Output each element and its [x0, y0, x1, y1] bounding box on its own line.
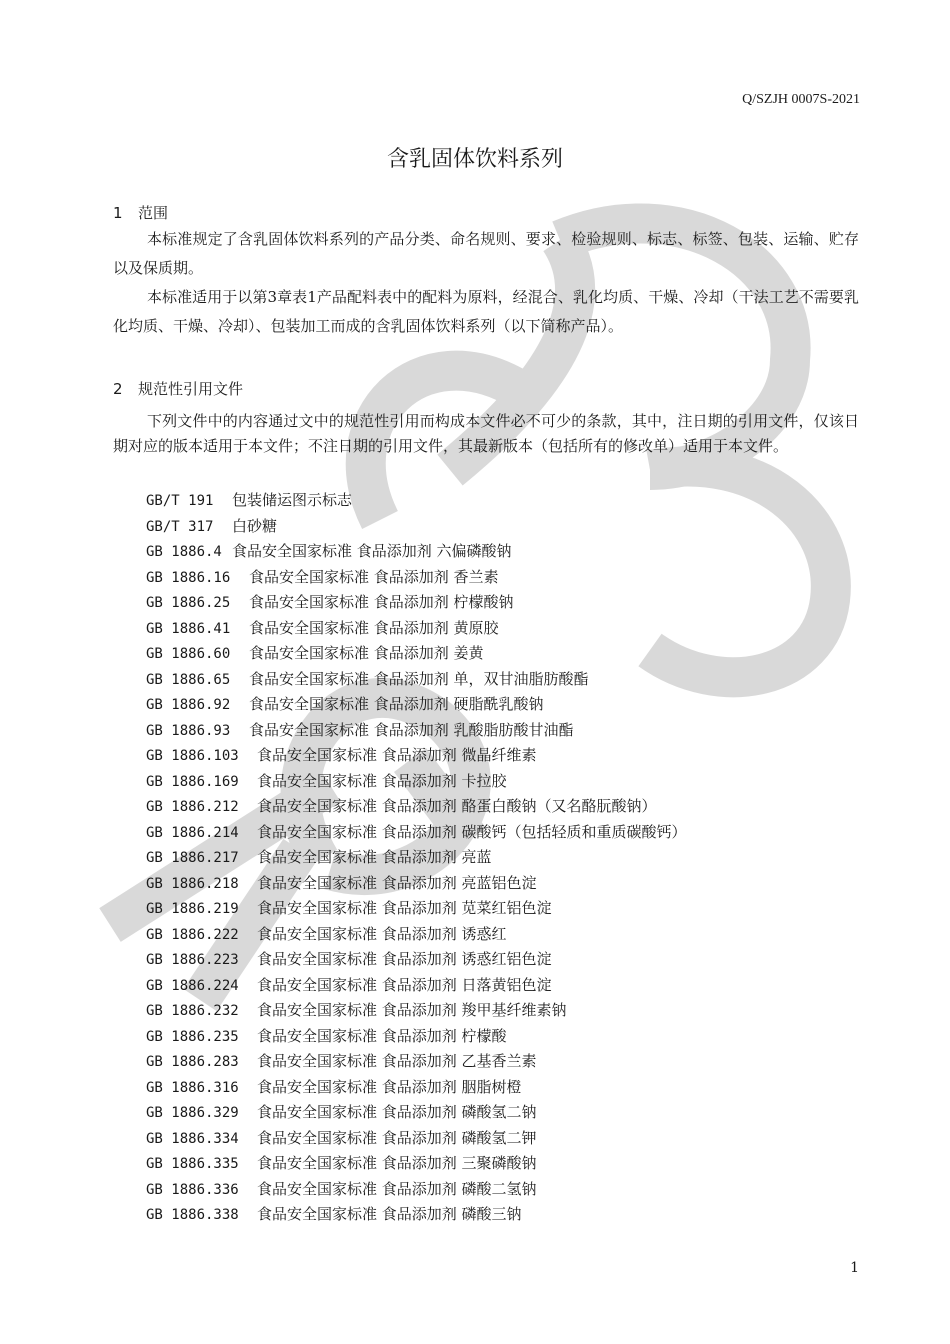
reference-code: GB 1886.218 [146, 875, 239, 892]
reference-item [146, 590, 687, 616]
reference-title: 食品安全国家标准 食品添加剂 柠檬酸 [257, 1026, 507, 1045]
reference-code: GB 1886.214 [146, 824, 239, 841]
reference-code: GB 1886.65 [146, 671, 231, 688]
reference-title: 食品安全国家标准 食品添加剂 诱惑红铝色淀 [257, 950, 552, 968]
reference-title: 食品安全国家标准 食品添加剂 乙基香兰素 [257, 1052, 537, 1070]
reference-item [146, 616, 687, 642]
reference-item [146, 922, 687, 948]
reference-title: 食品安全国家标准 食品添加剂 酪蛋白酸钠（又名酪朊酸钠） [257, 797, 657, 815]
reference-code: GB 1886.334 [146, 1130, 239, 1147]
reference-title: 食品安全国家标准 食品添加剂 磷酸三钠 [257, 1205, 522, 1223]
reference-code: GB 1886.212 [146, 799, 239, 815]
paragraph: 本标准适用于以第3章表1产品配料表中的配料为原料，经混合、乳化均质、干燥、冷却（干法工艺不需要乳化均质、干燥、冷却）、包装加工而成的含乳固体饮料系列（以下简称产品）。 [113, 288, 859, 335]
reference-title: 食品安全国家标准 食品添加剂 磷酸氢二钠 [257, 1103, 537, 1121]
reference-item [146, 1075, 687, 1101]
reference-item [146, 488, 687, 514]
section-number: 2 [113, 380, 123, 398]
reference-item [146, 820, 687, 846]
section-title: 规范性引用文件 [138, 380, 244, 398]
reference-title: 食品安全国家标准 食品添加剂 羧甲基纤维素钠 [257, 1001, 567, 1019]
reference-item [146, 1126, 687, 1152]
reference-title: 食品安全国家标准 食品添加剂 亮蓝铝色淀 [257, 873, 537, 892]
reference-title: 食品安全国家标准 食品添加剂 磷酸二氢钠 [257, 1179, 537, 1198]
reference-code: GB 1886.219 [146, 901, 239, 917]
document-code: Q/SZJH 0007S-2021 [742, 92, 860, 107]
reference-item [146, 845, 687, 871]
reference-item [146, 1151, 687, 1177]
reference-item [146, 692, 687, 718]
reference-list [146, 488, 687, 1228]
reference-code: GB/T 317 [146, 518, 214, 535]
reference-title: 包装储运图示标志 [232, 491, 353, 509]
reference-item [146, 1177, 687, 1203]
reference-item [146, 565, 687, 591]
reference-title: 食品安全国家标准 食品添加剂 微晶纤维素 [257, 746, 537, 764]
reference-code: GB/T 191 [146, 493, 214, 509]
reference-code: GB 1886.335 [146, 1156, 239, 1172]
reference-title: 食品安全国家标准 食品添加剂 姜黄 [249, 644, 484, 662]
reference-title: 食品安全国家标准 食品添加剂 六偏磷酸钠 [232, 542, 512, 560]
reference-item [146, 667, 687, 693]
reference-title: 白砂糖 [232, 516, 278, 535]
reference-title: 食品安全国家标准 食品添加剂 香兰素 [249, 567, 499, 586]
reference-code: GB 1886.232 [146, 1003, 239, 1019]
reference-code: GB 1886.336 [146, 1181, 239, 1198]
reference-code: GB 1886.222 [146, 926, 239, 943]
reference-item [146, 641, 687, 667]
reference-code: GB 1886.283 [146, 1054, 239, 1070]
reference-title: 食品安全国家标准 食品添加剂 亮蓝 [257, 848, 492, 866]
reference-code: GB 1886.316 [146, 1079, 239, 1096]
reference-code: GB 1886.217 [146, 850, 239, 866]
reference-item [146, 514, 687, 540]
section-1-heading [113, 202, 168, 223]
reference-code: GB 1886.338 [146, 1207, 239, 1223]
reference-code: GB 1886.103 [146, 748, 239, 764]
reference-item [146, 947, 687, 973]
reference-code: GB 1886.329 [146, 1105, 239, 1121]
reference-title: 食品安全国家标准 食品添加剂 卡拉胶 [257, 771, 507, 790]
reference-code: GB 1886.60 [146, 646, 231, 662]
section-2-heading [113, 378, 243, 399]
reference-item [146, 539, 687, 565]
reference-code: GB 1886.223 [146, 952, 239, 968]
reference-title: 食品安全国家标准 食品添加剂 苋菜红铝色淀 [257, 899, 552, 917]
reference-title: 食品安全国家标准 食品添加剂 乳酸脂肪酸甘油酯 [249, 720, 574, 739]
reference-code: GB 1886.41 [146, 620, 231, 637]
reference-code: GB 1886.16 [146, 569, 231, 586]
reference-code: GB 1886.235 [146, 1028, 239, 1045]
reference-item [146, 1100, 687, 1126]
reference-item [146, 743, 687, 769]
document-title: 含乳固体饮料系列 [386, 147, 563, 172]
section-title: 范围 [138, 204, 169, 222]
paragraph: 下列文件中的内容通过文中的规范性引用而构成本文件必不可少的条款，其中，注日期的引用文件，仅该日期对应的版本适用于本文件；不注日期的引用文件，其最新版本（包括所有的修改单）适用于本文件。 [113, 412, 859, 455]
page-number: 1 [850, 1260, 859, 1276]
reference-code: GB 1886.92 [146, 697, 231, 713]
reference-title: 食品安全国家标准 食品添加剂 单，双甘油脂肪酸酯 [249, 669, 589, 688]
reference-item [146, 769, 687, 795]
paragraph: 本标准规定了含乳固体饮料系列的产品分类、命名规则、要求、检验规则、标志、标签、包装、运输、贮存以及保质期。 [113, 230, 859, 277]
reference-item [146, 1024, 687, 1050]
reference-title: 食品安全国家标准 食品添加剂 三聚磷酸钠 [257, 1154, 537, 1172]
reference-title: 食品安全国家标准 食品添加剂 碳酸钙（包括轻质和重质碳酸钙） [257, 822, 687, 841]
section-number: 1 [113, 204, 123, 222]
reference-title: 食品安全国家标准 食品添加剂 柠檬酸钠 [249, 593, 514, 611]
reference-code: GB 1886.93 [146, 722, 231, 739]
reference-code: GB 1886.169 [146, 773, 239, 790]
reference-item [146, 998, 687, 1024]
reference-item [146, 794, 687, 820]
reference-title: 食品安全国家标准 食品添加剂 胭脂树橙 [257, 1077, 522, 1096]
reference-title: 食品安全国家标准 食品添加剂 黄原胶 [249, 618, 499, 637]
reference-item [146, 1202, 687, 1228]
reference-item [146, 871, 687, 897]
reference-item [146, 973, 687, 999]
reference-code: GB 1886.224 [146, 977, 239, 994]
reference-title: 食品安全国家标准 食品添加剂 诱惑红 [257, 924, 507, 943]
reference-item [146, 718, 687, 744]
reference-title: 食品安全国家标准 食品添加剂 硬脂酰乳酸钠 [249, 695, 544, 713]
reference-item [146, 896, 687, 922]
reference-title: 食品安全国家标准 食品添加剂 日落黄铝色淀 [257, 975, 552, 994]
reference-title: 食品安全国家标准 食品添加剂 磷酸氢二钾 [257, 1128, 537, 1147]
reference-item [146, 1049, 687, 1075]
reference-code: GB 1886.4 [146, 544, 222, 560]
reference-code: GB 1886.25 [146, 595, 231, 611]
